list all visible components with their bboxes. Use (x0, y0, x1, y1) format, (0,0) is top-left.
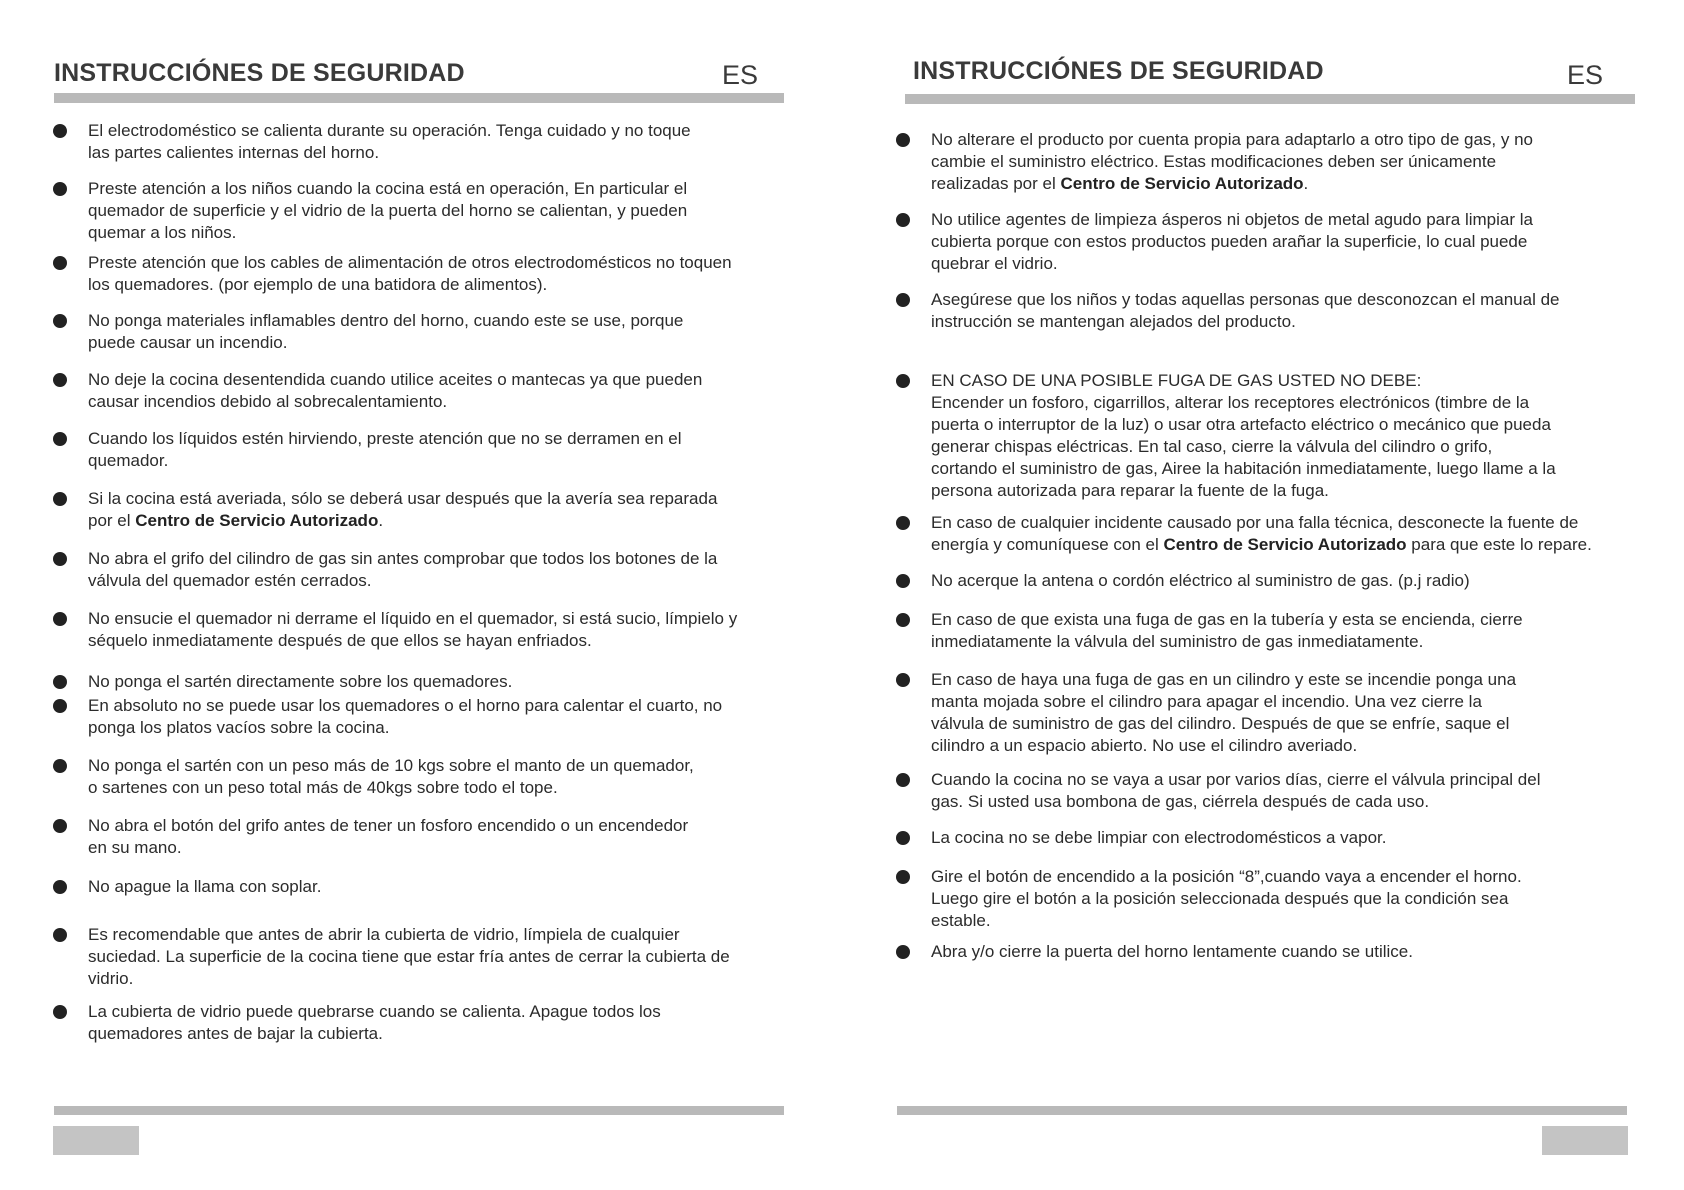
list-item (88, 608, 737, 652)
item-text-line: cortando el suministro de gas, Airee la habitación inmediatamente, luego llame a la (931, 459, 1556, 478)
item-text-line: No ponga el sartén directamente sobre los quemadores. (88, 672, 513, 691)
item-text-line: No acerque la antena o cordón eléctrico al suministro de gas. (p.j radio) (931, 571, 1470, 590)
bullet-icon (53, 928, 67, 942)
bullet-icon (53, 880, 67, 894)
list-item (931, 609, 1523, 653)
item-text-line: gas. Si usted usa bombona de gas, ciérrela después de cada uso. (931, 792, 1430, 811)
bullet-icon (53, 552, 67, 566)
item-text-line: las partes calientes internas del horno. (88, 143, 380, 162)
bullet-icon (53, 675, 67, 689)
item-text-line: Preste atención que los cables de alimentación de otros electrodomésticos no toquen (88, 253, 732, 272)
item-text-line: válvula de suministro de gas del cilindro. Después de que se enfríe, saque el (931, 714, 1510, 733)
item-text-line: puerta o interruptor de la luz) o usar otra artefacto eléctrico o mecánico que pueda (931, 415, 1551, 434)
list-item (931, 827, 1386, 849)
bullet-icon (896, 870, 910, 884)
item-text-line: No utilice agentes de limpieza ásperos ni objetos de metal agudo para limpiar la (931, 210, 1533, 229)
page-number-box (53, 1126, 139, 1155)
item-text-line: Es recomendable que antes de abrir la cubierta de vidrio, límpiela de cualquier (88, 925, 680, 944)
item-text-line: estable. (931, 911, 991, 930)
bullet-icon (53, 432, 67, 446)
item-text-line: generar chispas eléctricas. En tal caso, cierre la válvula del cilindro o grifo, (931, 437, 1493, 456)
item-text-line (88, 510, 717, 532)
list-item (88, 252, 732, 296)
item-text-line: No deje la cocina desentendida cuando utilice aceites o mantecas ya que pueden (88, 370, 703, 389)
bullet-icon (896, 133, 910, 147)
item-text-line: Asegúrese que los niños y todas aquellas personas que desconozcan el manual de (931, 290, 1560, 309)
item-text-line: cambie el suministro eléctrico. Estas modificaciones deben ser únicamente (931, 152, 1497, 171)
item-text-tail: . (1303, 174, 1309, 193)
header-rule (54, 93, 784, 103)
item-text-line: No ensucie el quemador ni derrame el líquido en el quemador, si está sucio, límpielo y (88, 609, 738, 628)
item-text-line: Luego gire el botón a la posición seleccionada después que la condición sea (931, 889, 1509, 908)
item-text-line: No abra el grifo del cilindro de gas sin antes comprobar que todos los botones de la (88, 549, 718, 568)
bullet-icon (53, 819, 67, 833)
list-item (88, 695, 722, 739)
page-number-box (1542, 1126, 1628, 1155)
item-text-line: No alterare el producto por cuenta propia para adaptarlo a otro tipo de gas, y no (931, 130, 1533, 149)
list-item (931, 370, 1556, 502)
item-text-line: No abra el botón del grifo antes de tener un fosforo encendido o un encendedor (88, 816, 689, 835)
list-item (931, 669, 1516, 757)
bullet-icon (896, 374, 910, 388)
list-item (931, 289, 1559, 333)
item-text-line: instrucción se mantengan alejados del producto. (931, 312, 1296, 331)
item-text-line: válvula del quemador estén cerrados. (88, 571, 372, 590)
item-text-line (931, 173, 1533, 195)
item-text-line: El electrodoméstico se calienta durante su operación. Tenga cuidado y no toque (88, 121, 691, 140)
item-text-line: en su mano. (88, 838, 182, 857)
bullet-icon (896, 945, 910, 959)
language-code: ES (1567, 60, 1604, 90)
item-text-line: EN CASO DE UNA POSIBLE FUGA DE GAS USTED NO DEBE: (931, 371, 1422, 390)
item-text-line: realizadas por el (931, 174, 1061, 193)
bullet-icon (53, 612, 67, 626)
item-text-line: quebrar el vidrio. (931, 254, 1058, 273)
bullet-icon (53, 373, 67, 387)
right-page (842, 0, 1684, 1190)
item-text-line: En caso de cualquier incidente causado por una falla técnica, desconecte la fuente de (931, 513, 1579, 532)
item-text-line: por el (88, 511, 136, 530)
item-text-line: quemar a los niños. (88, 223, 237, 242)
item-text-line: persona autorizada para reparar la fuente de la fuga. (931, 481, 1329, 500)
bullet-icon (896, 673, 910, 687)
bullet-icon (53, 314, 67, 328)
item-text-tail: . (378, 511, 384, 530)
emphasis-text: Centro de Servicio Autorizado (1163, 535, 1407, 554)
item-text-line: No ponga el sartén con un peso más de 10 kgs sobre el manto de un quemador, (88, 756, 694, 775)
item-text-line: cubierta porque con estos productos pueden arañar la superficie, lo cual puede (931, 232, 1528, 251)
list-item (88, 310, 683, 354)
item-text-line: o sartenes con un peso total más de 40kgs sobre todo el tope. (88, 778, 558, 797)
list-item (88, 548, 717, 592)
item-text-line: quemadores antes de bajar la cubierta. (88, 1024, 383, 1043)
list-item (931, 129, 1533, 195)
header-rule (905, 94, 1635, 104)
item-text-line: En absoluto no se puede usar los quemadores o el horno para calentar el cuarto, no (88, 696, 723, 715)
item-text-line: manta mojada sobre el cilindro para apagar el incendio. Una vez cierre la (931, 692, 1482, 711)
item-text-line: Encender un fosforo, cigarrillos, alterar los receptores electrónicos (timbre de la (931, 393, 1530, 412)
item-text-line: No ponga materiales inflamables dentro del horno, cuando este se use, porque (88, 311, 684, 330)
emphasis-text: Centro de Servicio Autorizado (135, 511, 379, 530)
bullet-icon (53, 256, 67, 270)
item-text-line: séquelo inmediatamente después de que ellos se hayan enfriados. (88, 631, 592, 650)
item-text-line: No apague la llama con soplar. (88, 877, 322, 896)
bullet-icon (896, 213, 910, 227)
bullet-icon (896, 293, 910, 307)
list-item (931, 570, 1470, 592)
bullet-icon (896, 516, 910, 530)
item-text-line: En caso de que exista una fuga de gas en la tubería y esta se encienda, cierre (931, 610, 1523, 629)
list-item (88, 924, 730, 990)
language-code: ES (722, 60, 759, 90)
list-item (931, 941, 1413, 963)
bullet-icon (896, 773, 910, 787)
list-item (88, 178, 687, 244)
list-item (931, 866, 1522, 932)
list-item (88, 1001, 661, 1045)
list-item (88, 369, 702, 413)
footer-rule (897, 1106, 1627, 1115)
bullet-icon (53, 492, 67, 506)
item-text-line: Cuando la cocina no se vaya a usar por varios días, cierre el válvula principal del (931, 770, 1541, 789)
bullet-icon (896, 831, 910, 845)
list-item (931, 512, 1592, 556)
item-text-line: La cubierta de vidrio puede quebrarse cuando se calienta. Apague todos los (88, 1002, 661, 1021)
list-item (88, 488, 717, 532)
emphasis-text: Centro de Servicio Autorizado (1060, 174, 1304, 193)
item-text-line: La cocina no se debe limpiar con electrodomésticos a vapor. (931, 828, 1387, 847)
list-item (88, 671, 512, 693)
bullet-icon (53, 124, 67, 138)
bullet-icon (53, 182, 67, 196)
item-text-line: Preste atención a los niños cuando la cocina está en operación, En particular el (88, 179, 688, 198)
bullet-icon (896, 574, 910, 588)
item-text-line: suciedad. La superficie de la cocina tiene que estar fría antes de cerrar la cubierta de (88, 947, 730, 966)
item-text-line (931, 534, 1592, 556)
bullet-icon (896, 613, 910, 627)
item-text-line: inmediatamente la válvula del suministro de gas inmediatamente. (931, 632, 1424, 651)
bullet-icon (53, 759, 67, 773)
item-text-line: energía y comuníquese con el (931, 535, 1164, 554)
item-text-tail: para que este lo repare. (1406, 535, 1592, 554)
item-text-line: los quemadores. (por ejemplo de una batidora de alimentos). (88, 275, 548, 294)
page-title: INSTRUCCIÓNES DE SEGURIDAD (913, 57, 1324, 85)
item-text-line: Cuando los líquidos estén hirviendo, preste atención que no se derramen en el (88, 429, 682, 448)
item-text-line: Si la cocina está averiada, sólo se deberá usar después que la avería sea reparada (88, 489, 718, 508)
bullet-icon (53, 699, 67, 713)
item-text-line: Abra y/o cierre la puerta del horno lentamente cuando se utilice. (931, 942, 1413, 961)
item-text-line: Gire el botón de encendido a la posición “8”,cuando vaya a encender el horno. (931, 867, 1522, 886)
list-item (88, 876, 321, 898)
item-text-line: vidrio. (88, 969, 134, 988)
list-item (88, 815, 688, 859)
footer-rule (54, 1106, 784, 1115)
item-text-line: cilindro a un espacio abierto. No use el cilindro averiado. (931, 736, 1358, 755)
list-item (88, 120, 691, 164)
item-text-line: puede causar un incendio. (88, 333, 288, 352)
item-text-line: ponga los platos vacíos sobre la cocina. (88, 718, 390, 737)
list-item (931, 769, 1541, 813)
bullet-icon (53, 1005, 67, 1019)
list-item (88, 428, 682, 472)
item-text-line: En caso de haya una fuga de gas en un cilindro y este se incendie ponga una (931, 670, 1517, 689)
item-text-line: quemador de superficie y el vidrio de la puerta del horno se calientan, y pueden (88, 201, 688, 220)
page-title: INSTRUCCIÓNES DE SEGURIDAD (54, 59, 465, 87)
list-item (88, 755, 694, 799)
item-text-line: quemador. (88, 451, 169, 470)
list-item (931, 209, 1533, 275)
item-text-line: causar incendios debido al sobrecalentamiento. (88, 392, 448, 411)
